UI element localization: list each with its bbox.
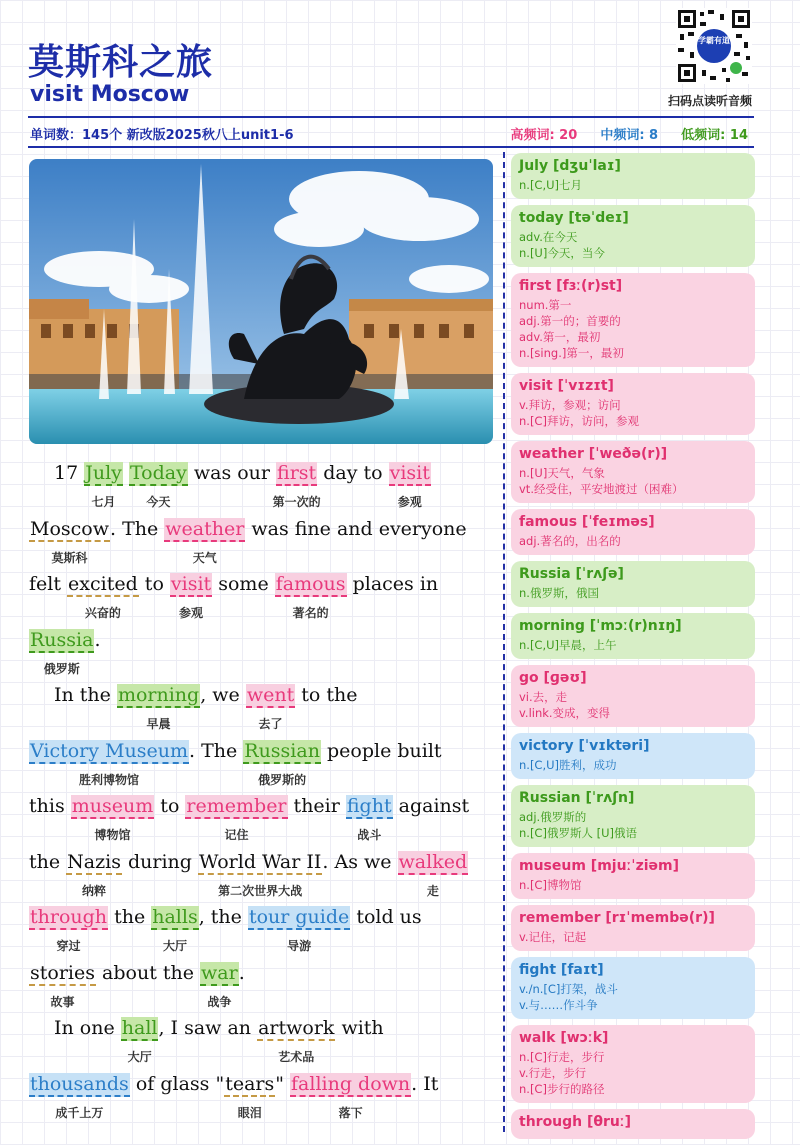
mid-freq-count: 中频词: 8 xyxy=(600,128,659,143)
vocab-word-translation: 著名的 xyxy=(292,606,329,620)
vocab-word-translation: 天气 xyxy=(192,550,217,565)
vocab-word[interactable] xyxy=(151,906,198,953)
vocab-word-english: Russia xyxy=(30,628,94,651)
frequency-counts xyxy=(510,124,748,143)
passage-text: with xyxy=(335,1017,384,1039)
vocab-word-translation: 落下 xyxy=(338,1105,363,1120)
vocab-word-translation: 战争 xyxy=(207,994,232,1009)
vocab-word-translation: 第二次世界大战 xyxy=(218,883,303,898)
column-divider xyxy=(503,152,505,1132)
vocab-word-translation: 成千上万 xyxy=(55,1105,104,1120)
vocab-word-translation: 俄罗斯的 xyxy=(258,772,307,787)
passage-text: In one xyxy=(54,1017,121,1039)
vocab-word-translation: 第一次的 xyxy=(272,495,321,509)
vocab-word[interactable] xyxy=(29,628,94,676)
vocab-card-headword: Russia [ˈrʌʃə] xyxy=(519,566,624,582)
vocab-card-definition: v.link.变成，变得 xyxy=(519,706,611,720)
vocab-word[interactable] xyxy=(71,795,155,842)
qr-code[interactable] xyxy=(676,8,752,84)
passage-text: . xyxy=(238,961,245,984)
passage-line xyxy=(29,851,499,907)
vocab-card[interactable] xyxy=(511,273,755,367)
vocab-card[interactable] xyxy=(511,373,755,435)
vocab-word-english: museum xyxy=(71,795,154,817)
vocab-word[interactable] xyxy=(121,1017,159,1064)
passage-text: this xyxy=(29,795,71,817)
vocab-word-english: Nazis xyxy=(67,850,121,873)
vocab-word-english: famous xyxy=(275,573,346,595)
passage-text: was fine and everyone xyxy=(245,517,467,540)
vocab-card-headword: remember [rɪˈmembə(r)] xyxy=(519,910,715,926)
vocab-word-translation: 早晨 xyxy=(146,717,171,731)
vocab-card-definition: n.[C]博物馆 xyxy=(519,878,582,892)
passage-text: . xyxy=(94,628,101,651)
vocab-card[interactable] xyxy=(511,905,755,951)
vocab-card[interactable] xyxy=(511,853,755,899)
passage-text: . The xyxy=(188,739,244,762)
vocab-word-translation: 战斗 xyxy=(357,828,382,842)
vocab-word[interactable] xyxy=(185,795,287,842)
vocab-card[interactable] xyxy=(511,509,755,555)
vocab-word[interactable] xyxy=(257,1017,335,1064)
vocab-card-definition: num.第一 xyxy=(519,298,572,312)
vocab-word-english: walked xyxy=(398,850,468,873)
vocab-word[interactable] xyxy=(84,462,123,509)
passage-text: told us xyxy=(350,906,422,928)
vocab-word-english: excited xyxy=(68,573,138,595)
vocab-card-definition: n.[C]俄罗斯人 [U]俄语 xyxy=(519,826,637,840)
passage-text: . As we xyxy=(322,850,398,873)
passage-text: day to xyxy=(317,462,389,484)
vocab-word[interactable] xyxy=(29,1072,130,1120)
vocab-card-definition: n.[C]行走，步行 xyxy=(519,1050,605,1064)
vocab-word-translation: 七月 xyxy=(91,495,116,509)
vocab-word-english: morning xyxy=(117,684,200,706)
vocab-card[interactable] xyxy=(511,733,755,779)
vocab-card-definition: n.俄罗斯，俄国 xyxy=(519,586,599,600)
page-subtitle: visit Moscow xyxy=(30,82,190,107)
passage-text: . It xyxy=(411,1072,439,1095)
passage-text: their xyxy=(287,795,346,817)
vocab-word-english: war xyxy=(201,961,238,984)
vocab-card-definition: n.[sing.]第一，最初 xyxy=(519,346,624,360)
passage-line xyxy=(29,962,499,1018)
vocab-card-definition: adj.著名的，出名的 xyxy=(519,534,621,548)
vocab-word-translation: 纳粹 xyxy=(82,883,107,898)
vocab-word[interactable] xyxy=(67,573,139,620)
vocab-word-english: hall xyxy=(121,1017,158,1039)
vocab-word-translation: 博物馆 xyxy=(94,828,131,842)
vocab-word-english: fight xyxy=(346,795,392,817)
vocab-card-definition: adj.俄罗斯的 xyxy=(519,810,587,824)
vocab-card-definition: vi.去，走 xyxy=(519,690,568,704)
vocab-word[interactable] xyxy=(66,850,122,898)
passage-text: against xyxy=(392,795,470,817)
passage-text: , we xyxy=(200,684,246,706)
vocab-word[interactable] xyxy=(346,795,393,842)
passage-text: was our xyxy=(187,462,277,484)
vocab-word-english: Victory Museum xyxy=(30,739,188,762)
qr-logo: 学霸有道 xyxy=(698,36,730,45)
passage-text: some xyxy=(212,573,275,595)
vocab-word-translation: 艺术品 xyxy=(278,1050,315,1064)
vocab-card-headword: through [θruː] xyxy=(519,1114,632,1130)
scan-hint: 扫码点读听音频 xyxy=(668,94,753,108)
vocab-word-translation: 大厅 xyxy=(127,1050,152,1064)
high-freq-count: 高频词: 20 xyxy=(510,128,578,143)
vocab-word[interactable] xyxy=(170,573,212,620)
vocab-word-english: artwork xyxy=(258,1017,335,1039)
vocab-word[interactable] xyxy=(29,961,96,1009)
passage-text: felt xyxy=(29,573,68,595)
vocab-word-english: went xyxy=(246,684,295,706)
passage-text: , the xyxy=(198,906,248,928)
vocab-word[interactable] xyxy=(398,850,469,898)
vocab-word-english: visit xyxy=(170,573,212,595)
vocab-card-definition: adv.第一，最初 xyxy=(519,330,601,344)
vocab-word-translation: 兴奋的 xyxy=(84,606,121,620)
vocab-card[interactable] xyxy=(511,1025,755,1103)
page-title: 莫斯科之旅 xyxy=(28,42,214,83)
vocab-card-definition: n.[C,U]早晨，上午 xyxy=(519,638,617,652)
passage-text: In the xyxy=(54,684,117,706)
vocab-card[interactable] xyxy=(511,665,755,727)
vocab-card[interactable] xyxy=(511,957,755,1019)
passage-line xyxy=(29,795,499,851)
vocab-word[interactable] xyxy=(200,961,239,1009)
vocab-card-headword: morning [ˈmɔː(r)nɪŋ] xyxy=(519,618,682,634)
vocab-word-english: tour guide xyxy=(248,906,350,928)
vocab-card-headword: Russian [ˈrʌʃn] xyxy=(519,790,635,806)
vocab-card-definition: adj.第一的；首要的 xyxy=(519,314,621,328)
vocab-card-headword: July [dʒuˈlaɪ] xyxy=(519,158,621,174)
passage-line xyxy=(29,573,499,629)
passage-line xyxy=(29,462,499,518)
vocab-word-english: falling down xyxy=(291,1072,411,1095)
passage-text: people built xyxy=(320,739,442,762)
passage-text: " xyxy=(275,1072,291,1095)
vocab-word-english: first xyxy=(277,462,317,484)
vocab-word[interactable] xyxy=(198,850,322,898)
low-freq-count: 低频词: 14 xyxy=(681,128,748,143)
header-divider xyxy=(28,116,754,118)
passage-line xyxy=(29,518,499,574)
vocab-card-definition: v.记住，记起 xyxy=(519,930,587,944)
vocab-word[interactable] xyxy=(243,739,321,787)
vocab-word-translation: 穿过 xyxy=(56,939,81,953)
passage-line xyxy=(29,906,499,962)
vocab-word-english: remember xyxy=(186,795,287,817)
vocab-card-definition: n.[C,U]七月 xyxy=(519,178,583,192)
vocab-word-translation: 走 xyxy=(426,883,439,898)
vocab-card-definition: adv.在今天 xyxy=(519,230,578,244)
vocab-card-definition: v./n.[C]打架，战斗 xyxy=(519,982,618,996)
vocab-card-headword: today [təˈdeɪ] xyxy=(519,210,629,226)
vocab-card[interactable] xyxy=(511,613,755,659)
moscow-fountain-photo xyxy=(29,159,493,444)
vocab-word-english: stories xyxy=(30,961,95,984)
passage-line xyxy=(29,684,499,740)
passage-text: . The xyxy=(110,517,165,540)
vocab-word[interactable] xyxy=(248,906,350,953)
vocab-word[interactable] xyxy=(29,739,189,787)
vocab-card-definition: n.[U]天气，气象 xyxy=(519,466,605,480)
vocab-word-english: Moscow xyxy=(30,517,109,540)
vocab-word[interactable] xyxy=(246,684,295,731)
vocab-word-translation: 今天 xyxy=(146,495,171,509)
passage-text: the xyxy=(108,906,152,928)
reading-passage xyxy=(29,462,499,1128)
vocab-card[interactable] xyxy=(511,785,755,847)
vocab-word-translation: 胜利博物馆 xyxy=(78,772,139,787)
vocab-word-translation: 大厅 xyxy=(162,939,187,953)
vocab-word-english: Russian xyxy=(244,739,320,762)
vocab-word-english: Today xyxy=(129,462,187,484)
vocab-word[interactable] xyxy=(117,684,200,731)
vocab-word-translation: 参观 xyxy=(179,606,204,620)
vocab-card-headword: weather [ˈweðə(r)] xyxy=(519,446,668,462)
vocab-card-headword: first [fɜː(r)st] xyxy=(519,278,623,294)
vocab-card[interactable] xyxy=(511,153,755,199)
vocab-word[interactable] xyxy=(224,1072,275,1120)
vocab-card-headword: museum [mjuːˈziəm] xyxy=(519,858,679,874)
passage-text: 17 xyxy=(54,462,85,484)
vocab-word-english: July xyxy=(85,462,122,484)
vocab-list xyxy=(511,153,755,1145)
vocab-word[interactable] xyxy=(29,906,108,953)
vocab-card-headword: fight [faɪt] xyxy=(519,962,604,978)
vocab-card-definition: n.[U]今天，当今 xyxy=(519,246,605,260)
vocab-word-translation: 参观 xyxy=(397,495,422,509)
vocab-word-english: World War II xyxy=(199,850,322,873)
vocab-word[interactable] xyxy=(389,462,431,509)
vocab-card-headword: go [ɡəʊ] xyxy=(519,670,587,686)
vocab-card-definition: v.拜访，参观；访问 xyxy=(519,398,621,412)
vocab-word[interactable] xyxy=(29,517,110,565)
vocab-word[interactable] xyxy=(272,462,321,509)
vocab-word[interactable] xyxy=(290,1072,411,1120)
vocab-word-english: visit xyxy=(389,462,430,484)
passage-text: to xyxy=(154,795,186,817)
vocab-word-translation: 俄罗斯 xyxy=(43,661,80,676)
passage-text: places in xyxy=(346,573,439,595)
vocab-card-definition: vt.经受住，平安地渡过（困难） xyxy=(519,482,684,496)
passage-text: about the xyxy=(95,961,201,984)
vocab-word-translation: 莫斯科 xyxy=(51,550,88,565)
vocab-word-translation: 记住 xyxy=(224,828,249,842)
word-count: 单词数：145个 新改版2025秋八上unit1-6 xyxy=(30,128,294,143)
vocab-word-translation: 故事 xyxy=(50,994,75,1009)
vocab-card-headword: victory [ˈvɪktəri] xyxy=(519,738,650,754)
vocab-word-english: through xyxy=(30,906,108,928)
passage-text: during xyxy=(121,850,198,873)
vocab-card[interactable] xyxy=(511,561,755,607)
vocab-card[interactable] xyxy=(511,441,755,503)
vocab-card-definition: v.与……作斗争 xyxy=(519,998,598,1012)
vocab-word-translation: 去了 xyxy=(258,717,283,731)
vocab-card-definition: v.行走，步行 xyxy=(519,1066,587,1080)
vocab-word[interactable] xyxy=(275,573,347,620)
vocab-word-english: tears xyxy=(225,1072,275,1095)
passage-line xyxy=(29,740,499,796)
stats-divider xyxy=(28,146,754,148)
passage-text: of glass " xyxy=(129,1072,225,1095)
vocab-card[interactable] xyxy=(511,1109,755,1139)
vocab-card-definition: n.[C]拜访，访问，参观 xyxy=(519,414,639,428)
vocab-word-translation: 导游 xyxy=(287,939,312,953)
vocab-card[interactable] xyxy=(511,205,755,267)
vocab-card-headword: famous [ˈfeɪməs] xyxy=(519,514,655,530)
vocab-card-headword: visit [ˈvɪzɪt] xyxy=(519,378,614,394)
vocab-card-headword: walk [wɔːk] xyxy=(519,1030,609,1046)
vocab-word-translation: 眼泪 xyxy=(237,1105,262,1120)
vocab-word-english: weather xyxy=(165,517,245,540)
vocab-card-definition: n.[C]步行的路径 xyxy=(519,1082,605,1096)
vocab-word[interactable] xyxy=(164,517,245,565)
passage-text: to the xyxy=(295,684,358,706)
vocab-word[interactable] xyxy=(129,462,188,509)
passage-text: the xyxy=(29,850,67,873)
passage-text: , I saw an xyxy=(158,1017,258,1039)
vocab-word-english: halls xyxy=(152,906,198,928)
vocab-word-english: thousands xyxy=(30,1072,129,1095)
passage-text: to xyxy=(138,573,170,595)
passage-line xyxy=(29,1073,499,1129)
passage-line xyxy=(29,629,499,685)
passage-line xyxy=(29,1017,499,1073)
vocab-card-definition: n.[C,U]胜利，成功 xyxy=(519,758,617,772)
